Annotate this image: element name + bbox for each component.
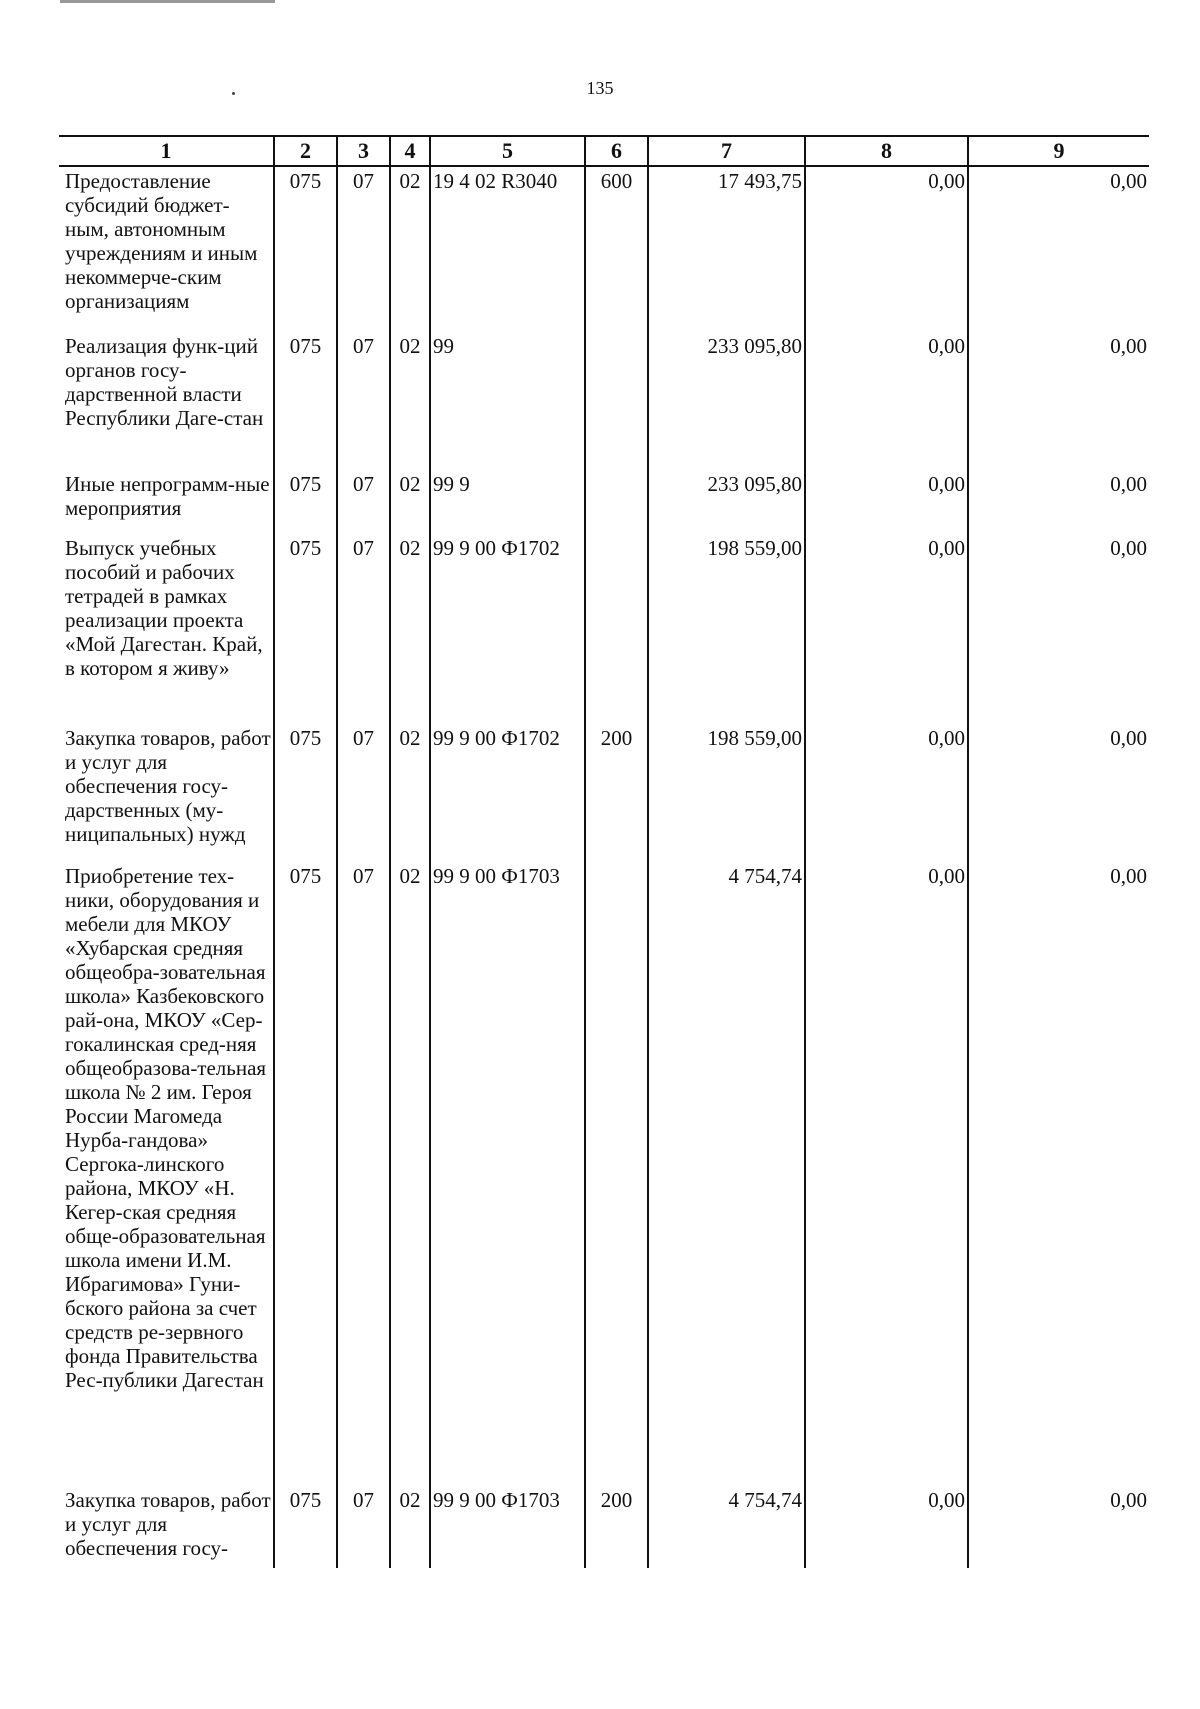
column-header: 3 <box>337 136 390 166</box>
subsection-code: 02 <box>390 862 430 1486</box>
amount-col8: 0,00 <box>805 724 968 862</box>
row-name: Закупка товаров, работ и услуг для обеспечения госу- <box>65 1488 271 1560</box>
section-code: 07 <box>337 724 390 862</box>
ministry-code: 075 <box>274 724 337 862</box>
column-header: 5 <box>430 136 585 166</box>
row-name: Выпуск учебных пособий и рабочих тетрадей в рамках реализации проекта «Мой Дагестан. Край, в котором я живу» <box>65 536 263 680</box>
column-header: 7 <box>648 136 805 166</box>
amount-col8: 0,00 <box>805 332 968 470</box>
subsection-code: 02 <box>390 166 430 332</box>
target-article-code: 99 9 00 Ф1702 <box>430 724 585 862</box>
section-code: 07 <box>337 534 390 724</box>
subsection-code: 02 <box>390 534 430 724</box>
table-row <box>59 470 1149 534</box>
expense-type-code: 200 <box>585 724 648 862</box>
amount-col8: 0,00 <box>805 862 968 1486</box>
target-article-code: 99 <box>430 332 585 470</box>
ministry-code: 075 <box>274 1486 337 1568</box>
table-row <box>59 724 1149 862</box>
page-number: 135 <box>586 78 614 98</box>
column-header: 9 <box>968 136 1149 166</box>
ministry-code: 075 <box>274 470 337 534</box>
subsection-code: 02 <box>390 724 430 862</box>
row-name: Реализация функ-ций органов госу-дарственной власти Республики Даге-стан <box>65 334 264 430</box>
section-code: 07 <box>337 470 390 534</box>
column-header: 1 <box>59 136 274 166</box>
amount-col9: 0,00 <box>968 724 1149 862</box>
amount-col9: 0,00 <box>968 1486 1149 1568</box>
column-header: 2 <box>274 136 337 166</box>
row-name: Иные непрограмм-ные мероприятия <box>65 472 270 520</box>
target-article-code: 99 9 00 Ф1702 <box>430 534 585 724</box>
row-name: Предоставление субсидий бюджет-ным, автономным учреждениям и иным некоммерче-ским организациям <box>65 169 258 313</box>
ministry-code: 075 <box>274 534 337 724</box>
amount-col8: 0,00 <box>805 534 968 724</box>
amount-col9: 0,00 <box>968 166 1149 332</box>
amount-col7: 17 493,75 <box>648 166 805 332</box>
column-header: 6 <box>585 136 648 166</box>
budget-table <box>59 135 1149 1568</box>
target-article-code: 99 9 00 Ф1703 <box>430 1486 585 1568</box>
expense-type-code: 200 <box>585 1486 648 1568</box>
amount-col8: 0,00 <box>805 1486 968 1568</box>
column-header: 8 <box>805 136 968 166</box>
expense-type-code <box>585 862 648 1486</box>
expense-type-code: 600 <box>585 166 648 332</box>
amount-col7: 198 559,00 <box>648 534 805 724</box>
amount-col7: 233 095,80 <box>648 332 805 470</box>
expense-type-code <box>585 470 648 534</box>
table-row <box>59 534 1149 724</box>
scan-top-edge <box>60 0 275 3</box>
amount-col7: 233 095,80 <box>648 470 805 534</box>
amount-col9: 0,00 <box>968 862 1149 1486</box>
amount-col9: 0,00 <box>968 470 1149 534</box>
subsection-code: 02 <box>390 1486 430 1568</box>
ministry-code: 075 <box>274 332 337 470</box>
target-article-code: 99 9 00 Ф1703 <box>430 862 585 1486</box>
expense-type-code <box>585 332 648 470</box>
table-header-row <box>59 136 1149 166</box>
table-row <box>59 166 1149 332</box>
section-code: 07 <box>337 332 390 470</box>
amount-col8: 0,00 <box>805 470 968 534</box>
amount-col7: 4 754,74 <box>648 862 805 1486</box>
target-article-code: 19 4 02 R3040 <box>430 166 585 332</box>
table-row <box>59 1486 1149 1568</box>
expense-type-code <box>585 534 648 724</box>
row-name: Закупка товаров, работ и услуг для обеспечения госу-дарственных (му-ниципальных) нужд <box>65 726 271 846</box>
section-code: 07 <box>337 166 390 332</box>
amount-col8: 0,00 <box>805 166 968 332</box>
subsection-code: 02 <box>390 332 430 470</box>
amount-col9: 0,00 <box>968 332 1149 470</box>
section-code: 07 <box>337 862 390 1486</box>
section-code: 07 <box>337 1486 390 1568</box>
row-name: Приобретение тех-ники, оборудования и мебели для МКОУ «Хубарская средняя общеобра-зовательная школа» Казбековского рай-она, МКОУ «Сер-гокалинская сред-няя общеобразова-тельная школа № 2 им. Героя России Магомеда Нурба-гандова» Сергока-линского района, МКОУ «Н. Кегер-ская средняя обще-образовательная школа имени И.М. Ибрагимова» Гуни-бского района за счет средств ре-зервного фонда Правительства Рес-публики Дагестан <box>65 864 267 1392</box>
subsection-code: 02 <box>390 470 430 534</box>
table-row <box>59 332 1149 470</box>
amount-col7: 198 559,00 <box>648 724 805 862</box>
target-article-code: 99 9 <box>430 470 585 534</box>
table-row <box>59 862 1149 1486</box>
column-header: 4 <box>390 136 430 166</box>
ministry-code: 075 <box>274 166 337 332</box>
amount-col7: 4 754,74 <box>648 1486 805 1568</box>
amount-col9: 0,00 <box>968 534 1149 724</box>
ministry-code: 075 <box>274 862 337 1486</box>
